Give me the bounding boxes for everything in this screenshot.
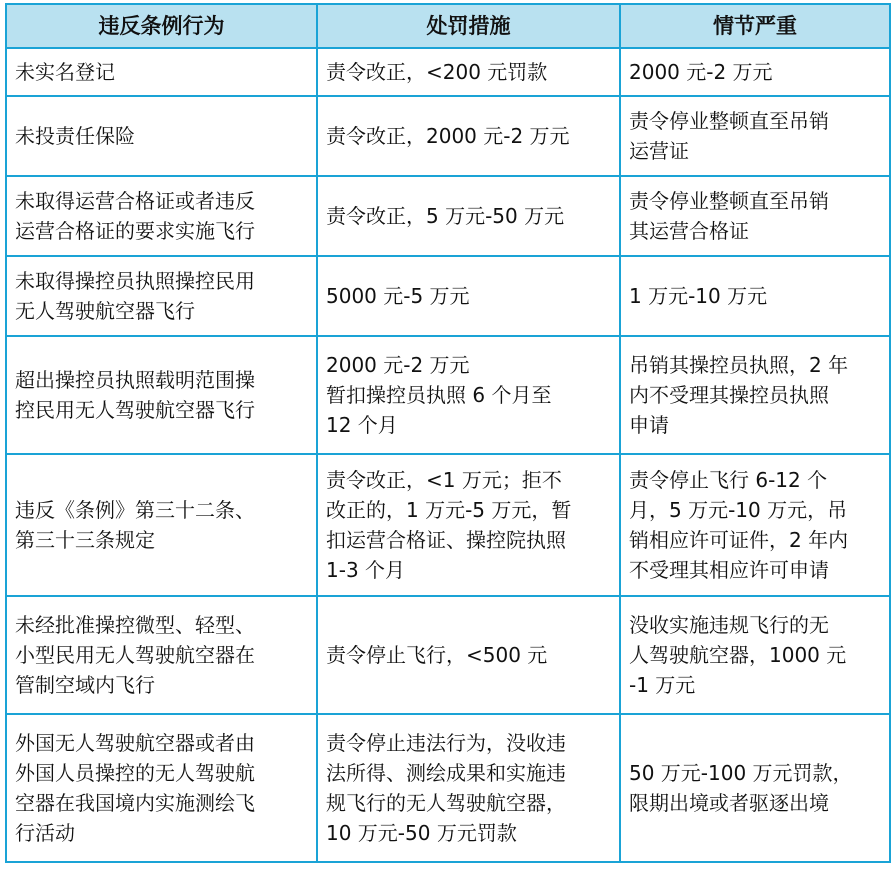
violation-cell [6,714,317,862]
serious-cell [620,256,890,336]
penalty-table [5,3,891,863]
penalty-cell-line: 10 万元-50 万元罚款 [326,821,517,845]
violation-cell-line: 控民用无人驾驶航空器飞行 [15,398,255,422]
serious-cell [620,96,890,176]
violation-cell-line: 无人驾驶航空器飞行 [15,299,195,323]
serious-cell-line: 销相应许可证件，2 年内 [629,528,849,552]
serious-cell-line: 限期出境或者驱逐出境 [629,791,829,815]
serious-cell-line: 责令停止飞行 6-12 个 [629,468,828,492]
penalty-cell-line: 责令改正，<200 元罚款 [326,60,548,84]
table-row [6,96,890,176]
table-row [6,714,890,862]
penalty-cell-line: 5000 元-5 万元 [326,284,470,308]
penalty-cell-line: 改正的，1 万元-5 万元，暂 [326,498,572,522]
violation-cell [6,48,317,96]
violation-cell [6,336,317,454]
serious-cell-line: 不受理其相应许可申请 [629,558,829,582]
penalty-cell [317,454,620,596]
violation-cell-line: 超出操控员执照载明范围操 [15,368,255,392]
serious-cell-line: 月，5 万元-10 万元，吊 [629,498,848,522]
serious-cell-line: 内不受理其操控员执照 [629,383,829,407]
serious-cell [620,336,890,454]
penalty-cell [317,48,620,96]
header-violation: 违反条例行为 [6,4,317,48]
violation-cell-line: 未投责任保险 [15,124,135,148]
table-header-row [6,4,890,48]
violation-cell-line: 未实名登记 [15,60,115,84]
serious-cell-line: 2000 元-2 万元 [629,60,773,84]
penalty-cell-line: 法所得、测绘成果和实施违 [326,761,566,785]
violation-cell [6,256,317,336]
serious-cell [620,176,890,256]
violation-cell [6,176,317,256]
header-serious: 情节严重 [620,4,890,48]
penalty-cell-line: 1-3 个月 [326,558,406,582]
penalty-cell [317,176,620,256]
serious-cell-line: 没收实施违规飞行的无 [629,613,829,637]
serious-cell [620,454,890,596]
serious-cell-line: 责令停业整顿直至吊销 [629,109,829,133]
violation-cell-line: 未取得操控员执照操控民用 [15,269,255,293]
violation-cell-line: 小型民用无人驾驶航空器在 [15,643,255,667]
table-row [6,256,890,336]
penalty-cell [317,96,620,176]
penalty-cell-line: 责令停止飞行，<500 元 [326,643,548,667]
penalty-cell-line: 责令停止违法行为，没收违 [326,731,566,755]
table-row [6,336,890,454]
penalty-cell-line: 12 个月 [326,413,398,437]
penalty-cell-line: 2000 元-2 万元 [326,353,470,377]
penalty-cell [317,336,620,454]
violation-cell-line: 空器在我国境内实施测绘飞 [15,791,255,815]
serious-cell-line: 1 万元-10 万元 [629,284,768,308]
table-body [6,48,890,862]
violation-cell [6,96,317,176]
penalty-cell-line: 责令改正，5 万元-50 万元 [326,204,565,228]
penalty-cell-line: 暂扣操控员执照 6 个月至 [326,383,552,407]
penalty-cell [317,714,620,862]
table-row [6,454,890,596]
serious-cell-line: 申请 [629,413,669,437]
violation-cell-line: 违反《条例》第三十二条、 [15,498,255,522]
serious-cell [620,714,890,862]
violation-cell-line: 未经批准操控微型、轻型、 [15,613,255,637]
penalty-cell [317,256,620,336]
serious-cell-line: 吊销其操控员执照，2 年 [629,353,849,377]
serious-cell-line: 50 万元-100 万元罚款， [629,761,853,785]
serious-cell-line: 运营证 [629,139,689,163]
serious-cell-line: -1 万元 [629,673,696,697]
violation-cell-line: 未取得运营合格证或者违反 [15,189,255,213]
serious-cell [620,596,890,714]
penalty-cell-line: 责令改正，2000 元-2 万元 [326,124,570,148]
violation-cell-line: 外国无人驾驶航空器或者由 [15,731,255,755]
serious-cell-line: 人驾驶航空器，1000 元 [629,643,847,667]
penalty-cell-line: 扣运营合格证、操控院执照 [326,528,566,552]
header-penalty: 处罚措施 [317,4,620,48]
violation-cell-line: 运营合格证的要求实施飞行 [15,219,255,243]
serious-cell-line: 其运营合格证 [629,219,749,243]
table-row [6,48,890,96]
penalty-cell [317,596,620,714]
penalty-table-container [5,3,891,863]
violation-cell [6,596,317,714]
penalty-cell-line: 责令改正，<1 万元；拒不 [326,468,562,492]
table-row [6,176,890,256]
violation-cell-line: 外国人员操控的无人驾驶航 [15,761,255,785]
violation-cell-line: 管制空域内飞行 [15,673,155,697]
violation-cell-line: 行活动 [15,821,75,845]
serious-cell-line: 责令停业整顿直至吊销 [629,189,829,213]
violation-cell-line: 第三十三条规定 [15,528,155,552]
table-row [6,596,890,714]
serious-cell [620,48,890,96]
penalty-cell-line: 规飞行的无人驾驶航空器， [326,791,566,815]
violation-cell [6,454,317,596]
